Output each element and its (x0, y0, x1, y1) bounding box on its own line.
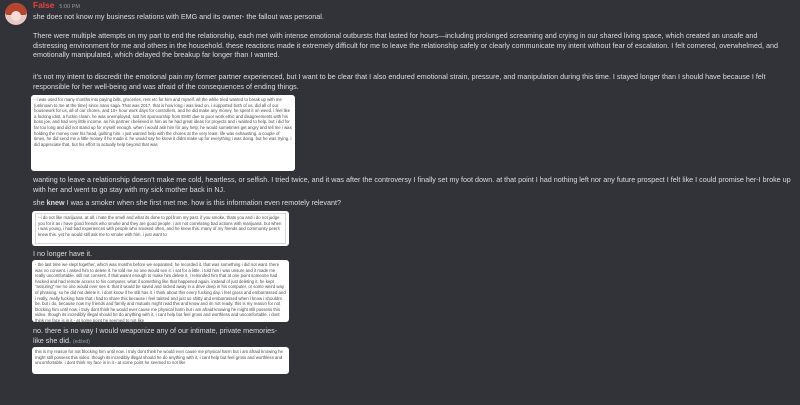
username[interactable]: False (33, 0, 55, 10)
timestamp[interactable]: 5:00 PM (59, 4, 80, 10)
message-header (33, 1, 80, 13)
screenshot-frame-2 (35, 213, 286, 244)
message-paragraph-4: wanting to leave a relationship doesn't make me cold, heartless, or selfish. I tried twice, and it was after the controversy I finally set my foot down. at that point I had nothing left nor any future prospect I felt like I could promise her-I broke up with her and went to go stay with my sick mother back in NJ. (33, 175, 791, 194)
screenshot-text-1: - i was used for many months into paying bills, groceries, rent etc for him and myself. all the while tried wanted to break up with me (unknown to me at the time) since nano saga. That was 2017. that is how long i was lead on. i supported both of us, did all of our housework for us, all of our chores, and 10+ hour work days for controllers, and he did make any money, he spent it on weed. i feel like a fucking idiot, a fuckin clown. he was unemployed, lost his sponsorship from EMG due to poor work ethic and disagreements with his boss joe, and had very little income. as his partner i believed in him as he had great ideas for projects and i wanted to help. but i did for far too long and did not stand up for myself enough. when i would ask him for any help, he would sometimes get angry and tell me i was holding the money over his head, guilting him. i just wanted help with the chores at the very least. life was exhausting. a couple of times, he did send me a little money if he made it. he would say he knew it didnt make up for everything i was doing. but he was trying. i did appreciate that, but his effort to actually help beyond that was (34, 97, 292, 147)
paragraph-8-text: like she did. (33, 336, 71, 345)
message-paragraph-3: it's not my intent to discredit the emotional pain my former partner experienced, but I want to be clear that I also endured emotional strain, pressure, and manipulation during this time. I stayed longer than I should have because I felt responsible for her well-being and was afraid of the consequences of ending things. (33, 72, 766, 91)
message-paragraph-8 (33, 336, 793, 348)
paragraph-5-start: she (33, 198, 47, 207)
message-paragraph-1: she does not know my business relations with EMG and its owner- the fallout was personal. (33, 12, 324, 21)
avatar-face (11, 11, 21, 21)
paragraph-5-bold: knew (46, 198, 65, 207)
message-paragraph-2: There were multiple attempts on my part to end the relationship, each met with intense emotional outbursts that lasted for hours—including prolonged screaming and crying in our shared living space, which created an unsafe and distressing environment for me and others in the household. these reactions made it extremely difficult for me to leave the relationship safely or clearly communicate my intent without fear of escalation. I felt cornered, overwhelmed, and emotionally manipulated, which delayed the breakup far longer than I wanted. (33, 31, 778, 60)
screenshot-text-3: - the last time we slept together, which was months before we separated, he recorded it. that was something i did not want. there was no consent. i asked him to delete it. he told me no one would see it. i sat for a little. i told him i was unsure and it made me really uncomfortable. still not consent. if that wasnt enough to make him delete it, i reminded him that at one point someone had hacked and had remote access to his computer. what if something like that happened again. instead of just deleting it, he kept "assuring" me no one would ever see it. that it would be saved and locked away in a drive deep in his computer, or some weird way of phrasing. so he did not delete it. i dont know if he still has it. i think about this every fucking day. i feel gross and embarrassed and i really, really fucking hate that i had to share this because i feel tainted and just so shitty and embarrassed when i know i shouldnt be. but i do, because now my friends and family and mutuals might read this and know and im not ready. this is my reason for not blocking him until now. i truly dont think he would ever cause me physical harm but i am afraid knowing he might still possess this video. though its incredibly illegal should he do anything with it, i cant help but feel gross and worthless and uncomfortable. i dont think my face is in it - at some point he seemed to not like (35, 262, 286, 322)
message-paragraph-7: no. there is no way I would weaponize any of our intimate, private memories- (33, 326, 278, 335)
screenshot-image-4[interactable] (32, 347, 289, 374)
screenshot-image-1[interactable] (31, 95, 295, 171)
paragraph-5-end: I was a smoker when she first met me. how is this information even remotely relevant? (64, 198, 342, 207)
message-paragraph-5 (33, 198, 793, 208)
screenshot-text-4: this is my reason for not blocking him until now. i truly dont think he would ever cause me physical harm but i am afraid knowing he might still possess this video. though its incredibly illegal should he do anything with it, i cant help but feel gross and worthless and uncomfortable. i dont think my face is in it - at some point he seemed to not like (35, 349, 283, 366)
screenshot-text-2: - i do not like marijuana. at all. i hate the smell and what its done to ppl from my past. if you smoke, thats you and i do not judge you for it as i have good friends who smoke and they are good people. i am not correlating bad actions with marijuana. but when i was young, i had bad experiences with people who smoked often, and he knew this. many of my friends and community peers knew this. yet he would still ask me to smoke with him. i just want to (38, 215, 282, 237)
screenshot-image-3[interactable] (32, 260, 289, 322)
avatar[interactable] (5, 3, 27, 25)
edited-label: (edited) (72, 339, 90, 345)
screenshot-image-2[interactable] (32, 211, 289, 246)
message-paragraph-6: I no longer have it. (33, 249, 93, 258)
